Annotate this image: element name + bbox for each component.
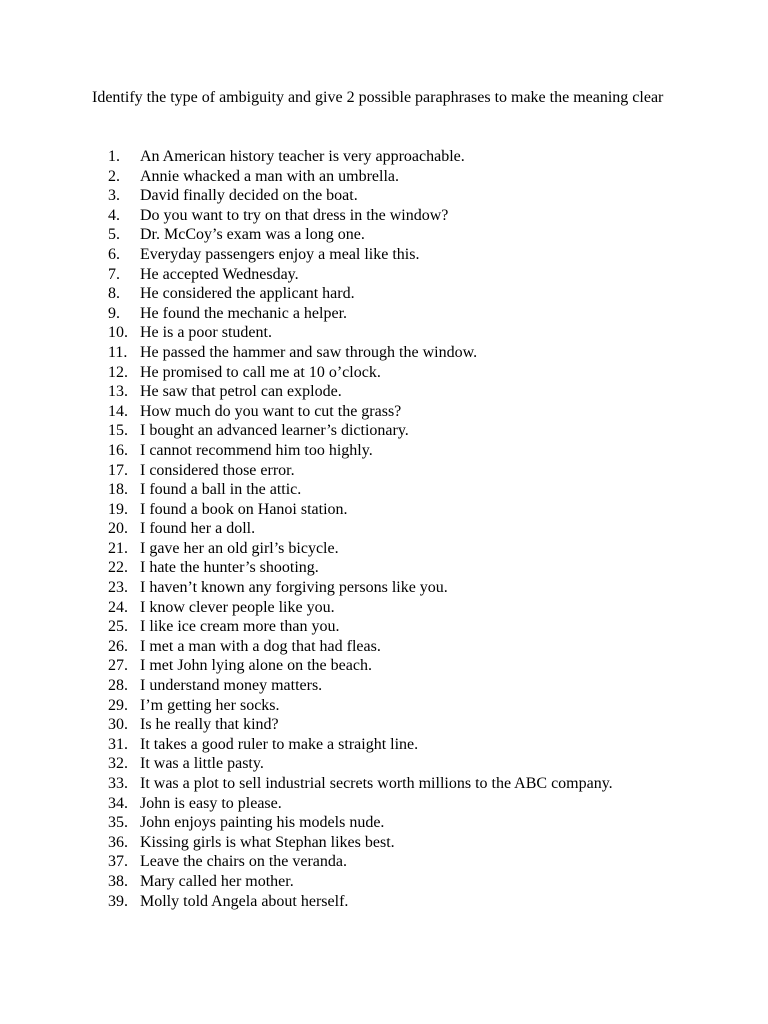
item-text: I met a man with a dog that had fleas. — [140, 637, 381, 655]
list-item — [108, 363, 674, 383]
instructions-heading: Identify the type of ambiguity and give 2 possible paraphrases to make the meaning clear — [92, 89, 664, 106]
item-text: I found her a doll. — [140, 520, 256, 538]
item-number: 29. — [108, 696, 128, 714]
list-item — [108, 637, 674, 657]
item-text: How much do you want to cut the grass? — [140, 402, 402, 420]
list-item — [108, 167, 674, 187]
item-text: I haven’t known any forgiving persons like you. — [140, 579, 448, 597]
list-item — [108, 382, 674, 402]
item-text: He saw that petrol can explode. — [140, 383, 342, 401]
item-number: 31. — [108, 735, 128, 753]
list-item — [108, 598, 674, 618]
item-number: 8. — [108, 285, 120, 303]
item-number: 24. — [108, 598, 128, 616]
item-text: I gave her an old girl’s bicycle. — [140, 539, 339, 557]
item-number: 37. — [108, 853, 128, 871]
list-item — [108, 225, 674, 245]
list-item — [108, 402, 674, 422]
item-number: 26. — [108, 637, 128, 655]
item-text: Dr. McCoy’s exam was a long one. — [140, 226, 365, 244]
list-item — [108, 735, 674, 755]
item-text: John is easy to please. — [140, 794, 282, 812]
item-number: 12. — [108, 363, 128, 381]
list-item — [108, 578, 674, 598]
list-item — [108, 715, 674, 735]
item-number: 27. — [108, 657, 128, 675]
item-number: 7. — [108, 265, 120, 283]
item-number: 19. — [108, 500, 128, 518]
item-number: 14. — [108, 402, 128, 420]
list-item — [108, 304, 674, 324]
item-number: 23. — [108, 579, 128, 597]
item-text: Everyday passengers enjoy a meal like this. — [140, 245, 420, 263]
item-number: 39. — [108, 892, 128, 910]
item-number: 32. — [108, 755, 128, 773]
item-number: 33. — [108, 775, 128, 792]
item-number: 16. — [108, 441, 128, 459]
item-text: It takes a good ruler to make a straight line. — [140, 735, 419, 753]
item-text: An American history teacher is very approachable. — [140, 148, 465, 165]
item-number: 21. — [108, 539, 128, 557]
item-number: 15. — [108, 422, 128, 440]
item-text: Mary called her mother. — [140, 872, 294, 890]
item-text: I know clever people like you. — [140, 598, 335, 616]
item-number: 34. — [108, 794, 128, 812]
item-number: 36. — [108, 833, 128, 851]
list-item — [108, 245, 674, 265]
list-item — [108, 617, 674, 637]
list-item — [108, 558, 674, 578]
item-number: 5. — [108, 226, 120, 244]
item-text: He considered the applicant hard. — [140, 285, 355, 303]
list-item — [108, 500, 674, 520]
item-text: Is he really that kind? — [140, 716, 279, 734]
item-text: I found a book on Hanoi station. — [140, 500, 348, 518]
list-item — [108, 206, 674, 226]
item-number: 6. — [108, 245, 120, 263]
item-number: 38. — [108, 872, 128, 890]
item-number: 3. — [108, 187, 120, 205]
list-item — [108, 696, 674, 716]
item-text: I bought an advanced learner’s dictionary. — [140, 422, 409, 440]
list-item — [108, 813, 674, 833]
list-item — [108, 461, 674, 481]
list-item — [108, 833, 674, 853]
item-text: He found the mechanic a helper. — [140, 304, 348, 322]
list-item — [108, 774, 674, 794]
list-item — [108, 519, 674, 539]
list-item — [108, 754, 674, 774]
list-item — [108, 343, 674, 363]
item-text: David finally decided on the boat. — [140, 187, 358, 205]
item-number: 4. — [108, 206, 120, 224]
list-item — [108, 656, 674, 676]
list-item — [108, 323, 674, 343]
list-item — [108, 539, 674, 559]
item-text: Kissing girls is what Stephan likes best. — [140, 833, 395, 851]
list-item — [108, 676, 674, 696]
item-text: I’m getting her socks. — [140, 696, 280, 714]
item-text: I considered those error. — [140, 461, 295, 479]
list-item — [108, 186, 674, 206]
item-number: 2. — [108, 167, 120, 185]
item-text: He is a poor student. — [140, 324, 272, 342]
item-number: 10. — [108, 324, 128, 342]
list-item — [108, 441, 674, 461]
item-number: 28. — [108, 677, 128, 695]
item-number: 1. — [108, 148, 120, 165]
item-text: John enjoys painting his models nude. — [140, 814, 385, 832]
item-number: 35. — [108, 814, 128, 832]
item-text: He accepted Wednesday. — [140, 265, 299, 283]
item-text: I hate the hunter’s shooting. — [140, 559, 319, 577]
item-text: I found a ball in the attic. — [140, 481, 302, 499]
item-text: He passed the hammer and saw through the window. — [140, 343, 478, 361]
list-item — [108, 265, 674, 285]
item-text: It was a little pasty. — [140, 755, 264, 773]
item-text: Do you want to try on that dress in the window? — [140, 206, 449, 224]
item-number: 20. — [108, 520, 128, 538]
list-item — [108, 480, 674, 500]
item-number: 30. — [108, 716, 128, 734]
item-text: Molly told Angela about herself. — [140, 892, 349, 910]
list-item — [108, 852, 674, 872]
list-item — [108, 421, 674, 441]
sentence-list — [108, 147, 674, 911]
item-text: Annie whacked a man with an umbrella. — [140, 167, 400, 185]
item-number: 25. — [108, 618, 128, 636]
list-item — [108, 147, 674, 167]
item-text: I cannot recommend him too highly. — [140, 441, 373, 459]
item-number: 17. — [108, 461, 128, 479]
item-text: I like ice cream more than you. — [140, 618, 340, 636]
item-number: 18. — [108, 481, 128, 499]
item-text: He promised to call me at 10 o’clock. — [140, 363, 381, 381]
item-number: 9. — [108, 304, 120, 322]
list-item — [108, 892, 674, 912]
item-text: Leave the chairs on the veranda. — [140, 853, 348, 871]
item-text: I understand money matters. — [140, 677, 323, 695]
item-number: 22. — [108, 559, 128, 577]
item-number: 11. — [108, 343, 128, 361]
item-number: 13. — [108, 383, 128, 401]
list-item — [108, 284, 674, 304]
item-text: It was a plot to sell industrial secrets worth millions to the ABC company. — [140, 775, 613, 792]
list-item — [108, 794, 674, 814]
list-item — [108, 872, 674, 892]
item-text: I met John lying alone on the beach. — [140, 657, 372, 675]
